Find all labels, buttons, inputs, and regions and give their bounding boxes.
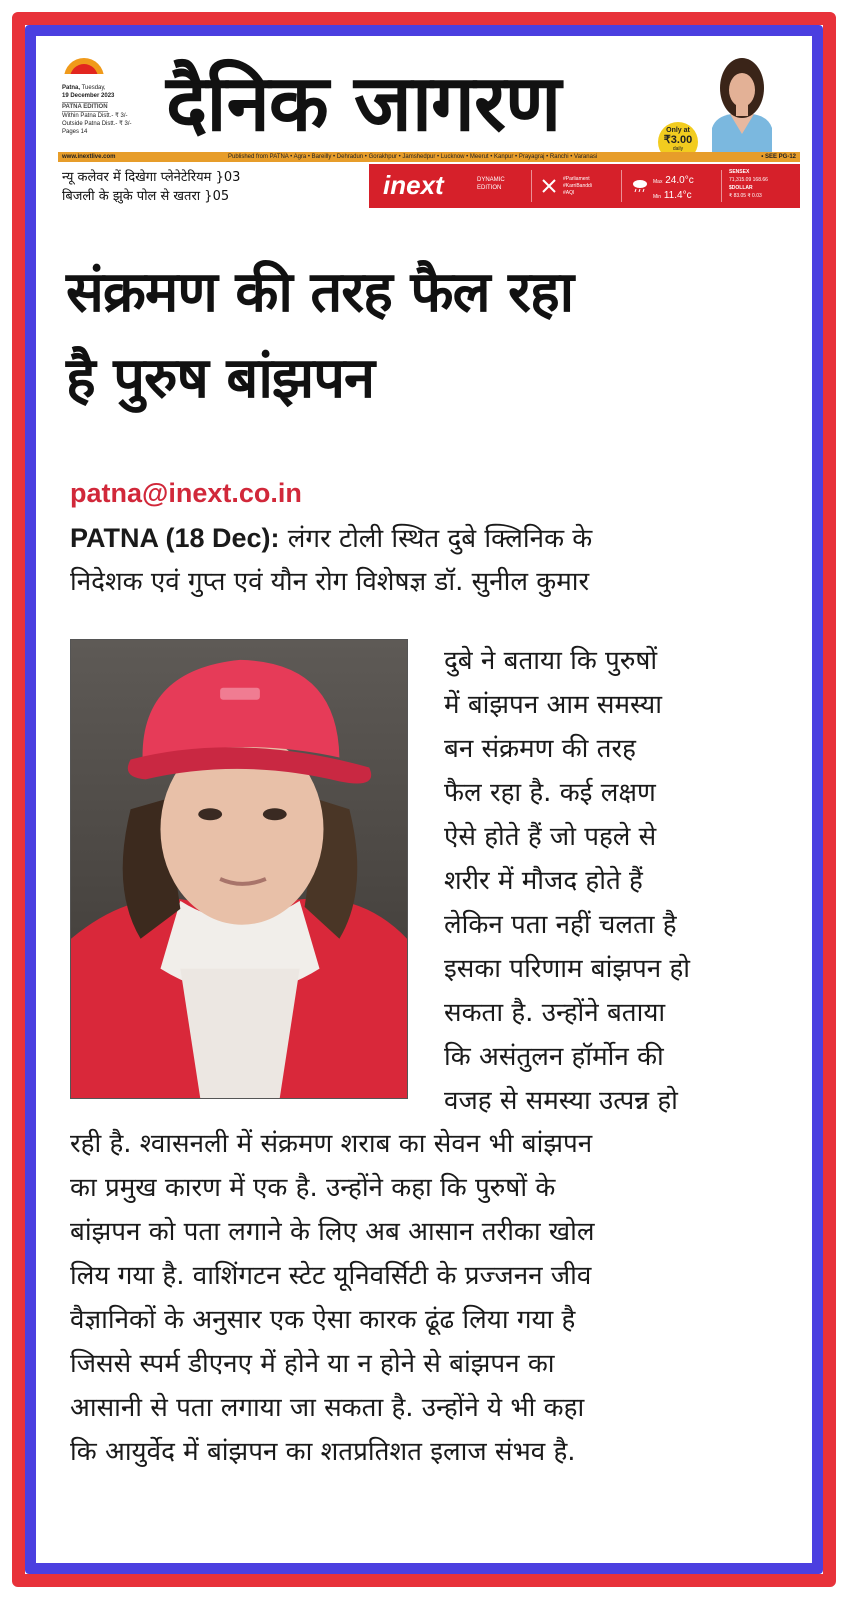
promo-portrait-image xyxy=(702,54,782,152)
doctor-portrait-image xyxy=(70,639,408,1099)
teaser-item xyxy=(62,168,362,187)
inext-sub-line2: EDITION xyxy=(477,185,502,191)
inext-logo: inext xyxy=(383,170,444,200)
inext-edition-label xyxy=(477,176,505,192)
author-email: patna@inext.co.in xyxy=(70,478,302,508)
article-line: रही है. श्वासनली में संक्रमण शराब का सेवन भी बांझपन xyxy=(70,1129,593,1159)
sensex-change: 168.66 xyxy=(752,177,768,183)
max-label: Max xyxy=(653,179,663,185)
edition-label: PATNA EDITION xyxy=(62,104,108,110)
teaser-text: बिजली के झुके पोल से खतरा xyxy=(62,189,201,204)
article-line: आसानी से पता लगाया जा सकता है. उन्होंने ये भी कहा xyxy=(70,1393,585,1423)
teaser-list xyxy=(62,168,362,206)
price-within: Within Patna Distt.- ₹ 3/- xyxy=(62,113,128,119)
headline-line: संक्रमण की तरह फैल रहा xyxy=(66,260,574,325)
trending-tag: #AQI xyxy=(563,190,575,196)
article-line: फैल रहा है. कई लक्षण xyxy=(444,778,656,808)
price-outside: Outside Patna Distt.- ₹ 3/- xyxy=(62,121,132,127)
dollar-value: ₹ 83.05 xyxy=(729,193,747,199)
article-line: जिससे स्पर्म डीएनए में होने या न होने से बांझपन का xyxy=(70,1349,555,1379)
article-headline xyxy=(66,250,786,422)
trending-tags xyxy=(563,176,592,197)
masthead-meta xyxy=(62,84,162,136)
market-readout xyxy=(729,168,768,200)
dateline: PATNA (18 Dec): xyxy=(70,523,280,553)
teaser-page: }03 xyxy=(215,170,241,185)
see-page: • SEE PG-12 xyxy=(761,154,796,160)
sensex-value: 71,315.09 xyxy=(729,177,752,183)
headline-line: है पुरुष बांझपन xyxy=(66,346,375,411)
inext-banner xyxy=(369,164,800,208)
trending-tag: #KarriBanddi xyxy=(563,183,592,189)
info-strip xyxy=(58,152,800,162)
page-count: Pages 14 xyxy=(62,129,88,135)
article-line: वैज्ञानिकों के अनुसार एक ऐसा कारक ढूंढ लिया गया है xyxy=(70,1305,576,1335)
article-line: का प्रमुख कारण में एक है. उन्होंने कहा कि पुरुषों के xyxy=(70,1173,556,1203)
newspaper-title: दैनिक जागरण xyxy=(166,59,561,149)
divider xyxy=(721,170,722,202)
article-line: दुबे ने बताया कि पुरुषों xyxy=(444,646,658,676)
x-logo-icon xyxy=(541,178,557,194)
city: Patna, xyxy=(62,85,81,91)
article-line: बांझपन को पता लगाने के लिए अब आसान तरीका खोल xyxy=(70,1217,595,1247)
price-badge-line3: daily xyxy=(672,146,684,152)
article-line: में बांझपन आम समस्या xyxy=(444,690,662,720)
max-temp: 24.0°c xyxy=(665,175,694,186)
published-from: Published from PATNA • Agra • Bareilly • Dehradun • Gorakhpur • Jamshedpur • Lucknow • Meerut • Kanpur • Prayagraj • Ranchi • Varanasi xyxy=(228,154,598,160)
article-text: लंगर टोली स्थित दुबे क्लिनिक के xyxy=(287,524,593,554)
teaser-text: न्यू कलेवर में दिखेगा प्लेनेटेरियम xyxy=(62,170,212,185)
cloud-rain-icon xyxy=(631,178,649,192)
sun-logo-icon xyxy=(62,56,106,78)
divider xyxy=(531,170,532,202)
inext-sub-line1: DYNAMIC xyxy=(477,177,505,183)
price-badge-line1: Only at xyxy=(666,127,690,134)
day: Tuesday, xyxy=(81,85,106,91)
newspaper-clipping xyxy=(36,36,812,1563)
article-line: लिय गया है. वाशिंगटन स्टेट यूनिवर्सिटी के प्रज्जनन जीव xyxy=(70,1261,592,1291)
article-line: निदेशक एवं गुप्त एवं यौन रोग विशेषज्ञ डॉ. सुनील कुमार xyxy=(70,567,590,597)
sensex-label: SENSEX xyxy=(729,169,750,175)
dollar-change: ₹ 0.03 xyxy=(747,193,762,199)
teaser-item xyxy=(62,187,362,206)
masthead xyxy=(58,44,800,214)
trending-tag: #Parliament xyxy=(563,176,590,182)
article-line: वजह से समस्या उत्पन्न हो xyxy=(444,1086,678,1116)
article-line: लेकिन पता नहीं चलता है xyxy=(444,910,677,940)
article-line: बन संक्रमण की तरह xyxy=(444,734,636,764)
min-label: Min xyxy=(653,194,662,200)
article-line: कि असंतुलन हॉर्मोन की xyxy=(444,1042,664,1072)
teaser-page: }05 xyxy=(204,189,230,204)
article-line: ऐसे होते हैं जो पहले से xyxy=(444,822,657,852)
weather-readout xyxy=(653,174,694,204)
dollar-label: $DOLLAR xyxy=(729,185,753,191)
article-line: सकता है. उन्होंने बताया xyxy=(444,998,666,1028)
article-line xyxy=(70,516,774,560)
website-url: www.inextlive.com xyxy=(62,154,116,160)
article-line: शरीर में मौजद होते हैं xyxy=(444,866,643,896)
article-line: इसका परिणाम बांझपन हो xyxy=(444,954,691,984)
min-temp: 11.4°c xyxy=(663,190,692,201)
issue-date: 19 December 2023 xyxy=(62,93,115,99)
price-badge-line2: ₹3.00 xyxy=(663,134,693,146)
article-line: कि आयुर्वेद में बांझपन का शतप्रतिशत इलाज संभव है. xyxy=(70,1437,576,1467)
divider xyxy=(621,170,622,202)
